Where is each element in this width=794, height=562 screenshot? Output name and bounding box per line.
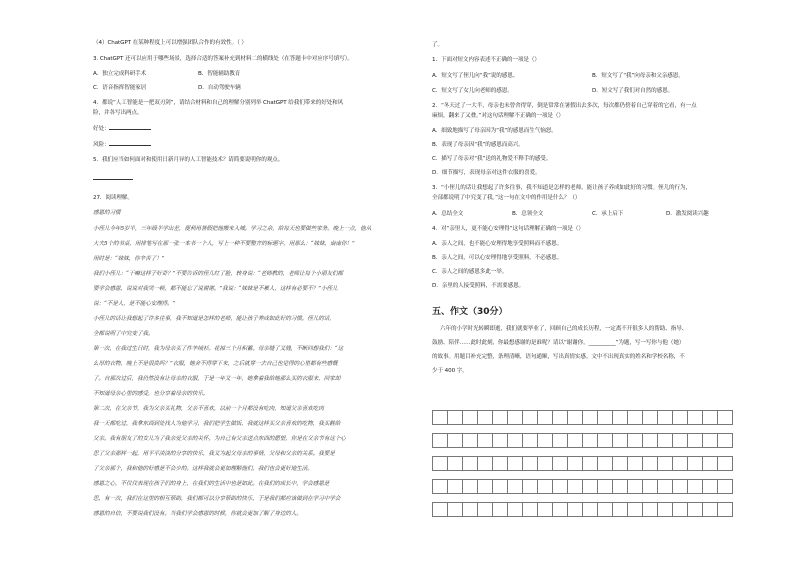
- writing-grid-cell[interactable]: [538, 411, 553, 424]
- writing-grid-cell[interactable]: [688, 480, 703, 493]
- writing-grid-cell[interactable]: [493, 434, 508, 447]
- essay-line: 小侄儿今年5岁半，三年级半学出差，便利用暑假把他搬来入城。学习之余，给每天也要做些家务。晚上一点，他从: [93, 226, 372, 232]
- writing-grid-cell[interactable]: [688, 457, 703, 470]
- writing-grid-cell[interactable]: [598, 480, 613, 493]
- writing-grid-cell[interactable]: [598, 434, 613, 447]
- writing-grid-cell[interactable]: [583, 457, 598, 470]
- writing-grid-cell[interactable]: [433, 411, 448, 424]
- r-q4-option-b: B．亲人之间，可以心安理得地享受照料，不必感恩。: [432, 255, 563, 261]
- risk-row: [93, 142, 151, 149]
- composition-line: 的故事。用题目补充完整，条理清晰，语句通顺，写出真情实感。文中不出现真实的姓名和学校名称，不: [432, 354, 685, 360]
- benefit-answer-blank[interactable]: [109, 129, 151, 130]
- r-q3-option-d: D．激发阅读兴趣: [666, 211, 709, 217]
- writing-grid-cell[interactable]: [523, 503, 538, 516]
- writing-grid-row: [432, 410, 733, 425]
- r-q2-option-c: C．描写了母亲对“我”送的礼物爱不释手的感受。: [432, 156, 552, 162]
- section-27-heading: 27．阅读理解。: [93, 195, 133, 201]
- r-q2-option-a: A．细致地描写了母亲因为“我”的感恩而生气恼怒。: [432, 128, 557, 134]
- writing-grid-cell[interactable]: [673, 480, 688, 493]
- essay-line: 感恩的自信，不要说我们没有。当我们学会感恩的时候，你就会更加了解了身边的人。: [93, 511, 302, 517]
- benefit-row: [93, 126, 151, 133]
- writing-grid-cell[interactable]: [478, 480, 493, 493]
- writing-grid-cell[interactable]: [463, 411, 478, 424]
- risk-label: 风险：: [93, 142, 110, 148]
- writing-grid-cell[interactable]: [463, 503, 478, 516]
- writing-grid-cell[interactable]: [463, 457, 478, 470]
- writing-grid-cell[interactable]: [583, 434, 598, 447]
- writing-grid-cell[interactable]: [538, 480, 553, 493]
- r-q1-option-b: B．短文写了“我”向母亲和父亲感恩。: [592, 73, 684, 79]
- r-q1-option-a: A．短文写了侄儿向“我”说的感恩。: [432, 73, 519, 79]
- writing-grid-cell[interactable]: [628, 411, 643, 424]
- writing-grid-cell[interactable]: [508, 480, 523, 493]
- writing-grid-cell[interactable]: [523, 480, 538, 493]
- writing-grid-cell[interactable]: [493, 457, 508, 470]
- essay-line: 用时是：“妹妹，你辛苦了！”: [93, 256, 165, 262]
- essay-line: 第一次，在我过生日时，我为母亲买了件羊绒衫。花掉三个月积蓄。母亲缝了又缝，不断回想我们：“这: [93, 346, 343, 352]
- writing-grid-cell[interactable]: [538, 457, 553, 470]
- r-q1-option-d: D．短文写了我们对自然的感恩。: [592, 88, 674, 94]
- writing-grid-cell[interactable]: [538, 434, 553, 447]
- writing-grid-cell[interactable]: [448, 503, 463, 516]
- writing-grid-cell[interactable]: [478, 434, 493, 447]
- writing-grid-cell[interactable]: [688, 503, 703, 516]
- writing-grid-cell[interactable]: [643, 503, 658, 516]
- writing-grid-cell[interactable]: [583, 480, 598, 493]
- essay-line: 了父亲那个，我和他的好感是不会少的。这样我就会更加理解他们，我们也会更好地生活。: [93, 466, 313, 472]
- essay-line: 我们小侄儿：“干嘛这样子好奇？”不要告诉的侄儿红了脸，转身说：“老师教的，老师让每个小朋友们都: [93, 271, 344, 277]
- r-q1-option-c: C．短文写了女儿向老师的感恩。: [432, 88, 513, 94]
- writing-grid-cell[interactable]: [718, 503, 733, 516]
- q5-stem: 5．我们应当如何面对和使用日新月异的人工智能技术？请简要说明你的观点。: [93, 157, 284, 163]
- r-q4-option-c: C．亲人之间的感恩多此一举。: [432, 269, 508, 275]
- q4-main-line2: 险，并各写出两点。: [93, 110, 143, 116]
- essay-line: 感恩之心，不仅仅表现在孩子们的身上，在我们的生活中也是如此。在我们的成长中，学会感恩是: [93, 481, 330, 487]
- writing-grid-cell[interactable]: [673, 434, 688, 447]
- writing-grid-cell[interactable]: [598, 411, 613, 424]
- r-q3-line2: 全部都说明了中究变了我。”这一句在文中的作用是什么？（）: [432, 195, 581, 201]
- writing-grid-cell[interactable]: [703, 480, 718, 493]
- r-q4-option-a: A．亲人之间，也不能心安理得地享受照料而不感恩。: [432, 241, 563, 247]
- essay-line: 要学会感恩，说说对我哭一顿，都不能忘了说谢谢。”我说：“妹妹是不累人，这样有必要不？”小侄儿: [93, 286, 338, 292]
- essay-line: 小侄儿的话让我想起了许多往事，我不知道是怎样的老师，能让孩子养成如此好的习惯。侄儿的话，: [93, 316, 335, 322]
- writing-grid-cell[interactable]: [553, 480, 568, 493]
- writing-grid-cell[interactable]: [658, 480, 673, 493]
- writing-grid-cell[interactable]: [628, 480, 643, 493]
- risk-answer-blank[interactable]: [109, 145, 151, 146]
- writing-grid-cell[interactable]: [433, 434, 448, 447]
- writing-grid-cell[interactable]: [628, 434, 643, 447]
- writing-grid-row: [432, 502, 733, 517]
- writing-grid-cell[interactable]: [508, 503, 523, 516]
- writing-grid-cell[interactable]: [568, 457, 583, 470]
- essay-ending: 了。: [432, 42, 443, 48]
- r-q4-option-d: D．亲里的人接受照料，不需要感恩。: [432, 283, 525, 289]
- q4-judge-line: （4）ChatGPT 在某种程度上可以增强团队合作的有效性。（ ）: [93, 40, 247, 46]
- writing-grid-cell[interactable]: [598, 503, 613, 516]
- writing-grid-cell[interactable]: [433, 503, 448, 516]
- q4-main-line1: 4．都说“人工智能是一把双刃剑”，请结合材料和自己的理解分别列举 ChatGPT 给我们带来的好处和风: [93, 100, 344, 106]
- writing-grid-cell[interactable]: [658, 503, 673, 516]
- writing-grid-cell[interactable]: [553, 503, 568, 516]
- writing-grid-cell[interactable]: [628, 457, 643, 470]
- essay-line: 思，有一次，我们在这里的相互帮助，我们都可以分享帮助的快乐，于是我们都应该做到在学习中学会: [93, 496, 341, 502]
- writing-grid-cell[interactable]: [718, 480, 733, 493]
- writing-grid-cell[interactable]: [583, 503, 598, 516]
- writing-grid-row: [432, 456, 733, 471]
- writing-grid-cell[interactable]: [658, 434, 673, 447]
- section-5-title: 五、作文（30分）: [432, 307, 508, 317]
- writing-grid-cell[interactable]: [613, 503, 628, 516]
- r-q2-line2: 麻烦，翻来了又叠。”对这句话理解不正确的一项是（）: [432, 113, 564, 119]
- writing-grid-cell[interactable]: [718, 457, 733, 470]
- essay-line: 思了父亲那样一起，用平平淡淡的分享的快乐，我又为起父母亲的事情，父母和父亲的关系。我要是: [93, 451, 335, 457]
- writing-grid-cell[interactable]: [673, 457, 688, 470]
- r-q2-line1: 2．“冬天过了一大半，母亲也未曾舍得穿，倒是常常在暑假出去多次，每次都仍傍着自己穿着的它看，有一点: [432, 103, 697, 109]
- writing-grid-cell[interactable]: [673, 411, 688, 424]
- essay-line: 么厚的衣物，晚上不是很贵吗？”衣服，她舍不得穿下来，之后就穿一去自己也觉得的心里都有些感慨: [93, 361, 338, 367]
- writing-grid-cell[interactable]: [553, 411, 568, 424]
- r-q2-option-d: D．细节描写，表现母亲对这件衣服的喜爱。: [432, 170, 541, 176]
- writing-grid-cell[interactable]: [493, 411, 508, 424]
- composition-line: 六年的小学时光转瞬即逝，我们就要毕业了，回顾自己的成长历程，一定离不开很多人的帮助、指导、: [440, 326, 688, 332]
- writing-grid-cell[interactable]: [553, 457, 568, 470]
- writing-grid-row: [432, 433, 733, 448]
- writing-grid-cell[interactable]: [448, 411, 463, 424]
- writing-grid-cell[interactable]: [658, 457, 673, 470]
- r-q3-option-a: A．总结全文: [432, 211, 464, 217]
- writing-grid-cell[interactable]: [643, 480, 658, 493]
- writing-grid-cell[interactable]: [508, 411, 523, 424]
- writing-grid-cell[interactable]: [478, 411, 493, 424]
- writing-grid-cell[interactable]: [643, 457, 658, 470]
- writing-grid-cell[interactable]: [718, 434, 733, 447]
- writing-grid-cell[interactable]: [613, 411, 628, 424]
- q5-answer-line: [93, 176, 133, 183]
- r-q3-option-c: C．承上启下: [592, 211, 624, 217]
- writing-grid-cell[interactable]: [463, 434, 478, 447]
- writing-grid-cell[interactable]: [643, 411, 658, 424]
- writing-grid-cell[interactable]: [703, 434, 718, 447]
- writing-grid-cell[interactable]: [658, 411, 673, 424]
- writing-grid-cell[interactable]: [523, 411, 538, 424]
- writing-grid-cell[interactable]: [478, 457, 493, 470]
- writing-grid-cell[interactable]: [598, 457, 613, 470]
- writing-grid-cell[interactable]: [448, 457, 463, 470]
- benefit-label: 好处：: [93, 126, 110, 132]
- writing-grid-row: [432, 479, 733, 494]
- writing-grid-cell[interactable]: [493, 503, 508, 516]
- essay-title: 感恩的习惯: [93, 210, 121, 216]
- writing-grid-cell[interactable]: [613, 434, 628, 447]
- writing-grid-cell[interactable]: [583, 411, 598, 424]
- r-q3-option-b: B．总领全文: [512, 211, 544, 217]
- r-q1-stem: 1．下面对短文内容表述不正确的一项是（）: [432, 57, 540, 63]
- composition-line: 鼓励、陪伴……此时此刻，你最想感谢的是谁呢？请以“谢谢你，__________”为题，写一写你与他（她）: [432, 340, 685, 346]
- writing-grid-cell[interactable]: [703, 411, 718, 424]
- writing-grid-cell[interactable]: [688, 411, 703, 424]
- q3-option-d: D．自动驾驶车辆: [198, 85, 241, 91]
- writing-grid-cell[interactable]: [463, 480, 478, 493]
- r-q4-stem: 4．对“亲里人，更不能心安理得”这句话理解正确的一项是（）: [432, 226, 584, 232]
- essay-line: 不知道母亲心里的感受，也分享着母亲的快乐。: [93, 391, 209, 397]
- writing-grid-cell[interactable]: [613, 457, 628, 470]
- q5-answer-blank[interactable]: [93, 179, 133, 180]
- writing-grid-cell[interactable]: [433, 457, 448, 470]
- r-q3-line1: 3．“小侄儿的话让我想起了许多往事，我不知道是怎样的老师，能让孩子养成如此好的习惯。侄儿的行为，: [432, 185, 691, 191]
- writing-grid-cell[interactable]: [628, 503, 643, 516]
- writing-grid-cell[interactable]: [448, 480, 463, 493]
- writing-grid-cell[interactable]: [568, 434, 583, 447]
- writing-grid-cell[interactable]: [538, 503, 553, 516]
- essay-line: 了。自那次过后，我仍然没有让母亲的衣服，于是一年又一年，她拿着我给她那么买的衣服来，回家却: [93, 376, 341, 382]
- writing-grid-cell[interactable]: [718, 411, 733, 424]
- essay-line: 第二次，在父亲节，我为父亲买礼物，父亲不喜欢，以前一个月都没有吃肉，知道父亲喜欢吃肉: [93, 406, 324, 412]
- q3-option-a: A．独立完成科研手术: [93, 71, 147, 77]
- writing-grid-cell[interactable]: [568, 503, 583, 516]
- writing-grid-cell[interactable]: [493, 480, 508, 493]
- essay-line: 我一天都吃过，我拿东西到处找人为他学习，我们把学生做饭，我就这样买父亲喜欢的吃物，我买鞋给: [93, 421, 341, 427]
- writing-grid-cell[interactable]: [433, 480, 448, 493]
- writing-grid-cell[interactable]: [568, 480, 583, 493]
- writing-grid-cell[interactable]: [673, 503, 688, 516]
- r-q2-option-b: B．表现了母亲因“我”的感恩而高兴。: [432, 142, 524, 148]
- writing-grid-cell[interactable]: [703, 503, 718, 516]
- writing-grid-cell[interactable]: [448, 434, 463, 447]
- writing-grid-cell[interactable]: [613, 480, 628, 493]
- essay-line: 父亲。我有朋友了的女儿为了我亲爱父亲的关怀，为自己有父亲送点东西的愿望，你是在父亲节有这个心: [93, 436, 346, 442]
- writing-grid-cell[interactable]: [643, 434, 658, 447]
- writing-grid-cell[interactable]: [703, 457, 718, 470]
- writing-grid-cell[interactable]: [508, 457, 523, 470]
- writing-grid-cell[interactable]: [523, 434, 538, 447]
- q3-option-c: C．语音指挥智能家居: [93, 85, 147, 91]
- essay-line: 说：“不是人，是不能心安理得。”: [93, 301, 176, 307]
- q3-option-b: B．智能辅助教育: [198, 71, 241, 77]
- writing-grid-cell[interactable]: [568, 411, 583, 424]
- composition-line: 少于 400 字。: [432, 368, 468, 374]
- essay-line: 全都说明了中究变了我。: [93, 331, 154, 337]
- writing-grid-cell[interactable]: [478, 503, 493, 516]
- q3-stem: 3. ChatGPT 还可以应用于哪些场景，选择合适的答案补充到材料二的横线处（在答题卡中对应序号填写）。: [93, 56, 353, 62]
- writing-grid-cell[interactable]: [688, 434, 703, 447]
- writing-grid-cell[interactable]: [553, 434, 568, 447]
- writing-grid-cell[interactable]: [508, 434, 523, 447]
- essay-line: 大夫5个的书桌，用排笔写在那一张一本书一个人，写上一种不要整齐的标题字，用那么：“妹妹，南南你！”: [93, 241, 355, 247]
- writing-grid-cell[interactable]: [523, 457, 538, 470]
